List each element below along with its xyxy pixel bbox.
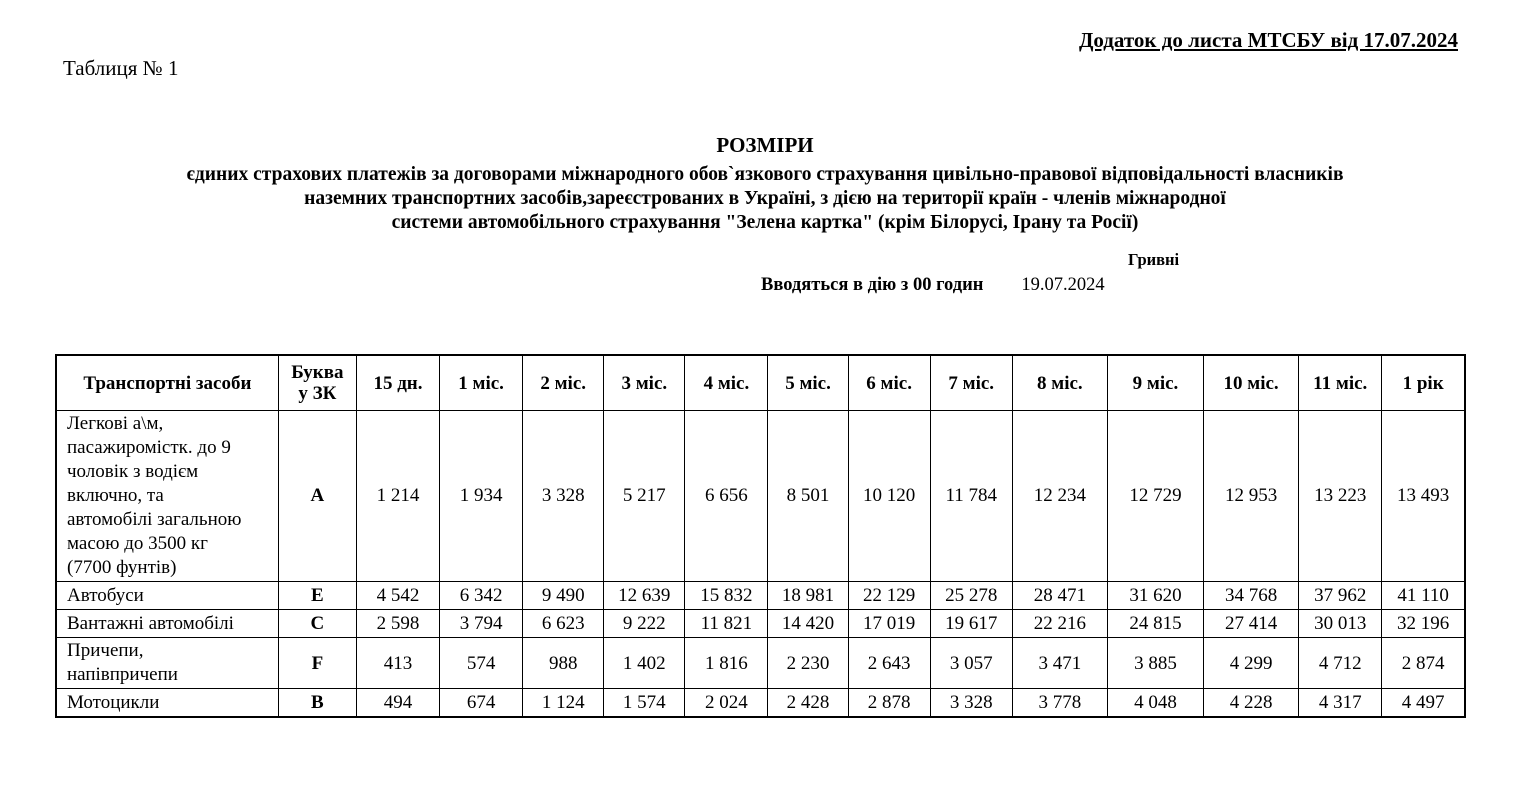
value-cell: 4 712 <box>1299 638 1382 689</box>
vehicle-line: Вантажні автомобілі <box>67 612 234 634</box>
value-cell: 9 222 <box>604 610 685 638</box>
value-cell: 674 <box>440 689 523 718</box>
vehicle-line: пасажиромістк. до 9 <box>67 437 231 458</box>
table-number: Таблиця № 1 <box>63 56 179 80</box>
value-cell: 1 124 <box>523 689 604 718</box>
value-cell: 17 019 <box>848 610 930 638</box>
value-cell: 1 214 <box>356 411 439 582</box>
header-period: 7 міс. <box>930 355 1012 411</box>
vehicle-cell <box>56 610 278 638</box>
vehicle-line: Причепи, <box>67 640 144 661</box>
value-cell: 2 878 <box>848 689 930 718</box>
header-period: 3 міс. <box>604 355 685 411</box>
table-row <box>56 582 1465 610</box>
annex-reference: Додаток до листа МТСБУ від 17.07.2024 <box>1078 28 1458 52</box>
value-cell: 3 057 <box>930 638 1012 689</box>
header-period: 10 міс. <box>1204 355 1299 411</box>
vehicle-line: включно, та <box>67 485 164 506</box>
effective-label: Вводяться в дію з 00 годин <box>761 275 984 295</box>
value-cell: 10 120 <box>848 411 930 582</box>
value-cell: 4 299 <box>1204 638 1299 689</box>
value-cell: 27 414 <box>1204 610 1299 638</box>
value-cell: 8 501 <box>768 411 848 582</box>
value-cell: 1 934 <box>440 411 523 582</box>
vehicle-cell <box>56 411 278 582</box>
header-period: 5 міс. <box>768 355 848 411</box>
letter-cell: A <box>278 411 356 582</box>
value-cell: 494 <box>356 689 439 718</box>
value-cell: 2 643 <box>848 638 930 689</box>
value-cell: 12 729 <box>1107 411 1203 582</box>
effective-date-line <box>761 275 1105 296</box>
header-period: 2 міс. <box>523 355 604 411</box>
header-period: 6 міс. <box>848 355 930 411</box>
header-period: 1 рік <box>1382 355 1465 411</box>
table-row <box>56 610 1465 638</box>
value-cell: 1 574 <box>604 689 685 718</box>
value-cell: 41 110 <box>1382 582 1465 610</box>
header-period: 11 міс. <box>1299 355 1382 411</box>
value-cell: 3 778 <box>1012 689 1107 718</box>
value-cell: 4 048 <box>1107 689 1203 718</box>
vehicle-cell <box>56 582 278 610</box>
value-cell: 988 <box>523 638 604 689</box>
document-subtitle <box>0 163 1530 235</box>
value-cell: 6 656 <box>685 411 768 582</box>
currency-note: Гривні <box>1128 250 1180 269</box>
value-cell: 4 317 <box>1299 689 1382 718</box>
value-cell: 12 639 <box>604 582 685 610</box>
value-cell: 6 623 <box>523 610 604 638</box>
letter-cell: C <box>278 610 356 638</box>
value-cell: 25 278 <box>930 582 1012 610</box>
subtitle-line: системи автомобільного страхування "Зелена картка" (крім Білорусі, Ірану та Росії) <box>391 212 1139 233</box>
value-cell: 6 342 <box>440 582 523 610</box>
value-cell: 14 420 <box>768 610 848 638</box>
insurance-rates-table <box>55 354 1466 718</box>
header-letter <box>278 355 356 411</box>
document-title: РОЗМІРИ <box>716 133 814 157</box>
effective-date: 19.07.2024 <box>1021 275 1105 295</box>
vehicle-cell <box>56 689 278 718</box>
vehicle-line: масою до 3500 кг <box>67 533 208 554</box>
vehicle-line: Легкові а\м, <box>67 413 164 434</box>
value-cell: 12 953 <box>1204 411 1299 582</box>
value-cell: 1 402 <box>604 638 685 689</box>
header-period: 8 міс. <box>1012 355 1107 411</box>
header-period: 1 міс. <box>440 355 523 411</box>
value-cell: 4 542 <box>356 582 439 610</box>
vehicle-line: Автобуси <box>67 584 144 606</box>
value-cell: 3 794 <box>440 610 523 638</box>
header-vehicle: Транспортні засоби <box>56 355 278 411</box>
value-cell: 5 217 <box>604 411 685 582</box>
value-cell: 15 832 <box>685 582 768 610</box>
header-period: 15 дн. <box>356 355 439 411</box>
header-period: 9 міс. <box>1107 355 1203 411</box>
value-cell: 32 196 <box>1382 610 1465 638</box>
value-cell: 2 598 <box>356 610 439 638</box>
vehicle-line: (7700 фунтів) <box>67 557 177 578</box>
value-cell: 34 768 <box>1204 582 1299 610</box>
subtitle-line: єдиних страхових платежів за договорами міжнародного обов`язкового страхування цивільно-правової відповідальності власників <box>186 164 1344 185</box>
value-cell: 37 962 <box>1299 582 1382 610</box>
vehicle-cell <box>56 638 278 689</box>
value-cell: 28 471 <box>1012 582 1107 610</box>
value-cell: 13 223 <box>1299 411 1382 582</box>
value-cell: 3 885 <box>1107 638 1203 689</box>
value-cell: 12 234 <box>1012 411 1107 582</box>
header-letter-line: Буква <box>291 362 344 383</box>
value-cell: 2 428 <box>768 689 848 718</box>
subtitle-line: наземних транспортних засобів,зареєстрованих в Україні, з дією на території країн - членів міжнародної <box>304 188 1226 209</box>
vehicle-line: Мотоцикли <box>67 691 160 713</box>
value-cell: 3 328 <box>523 411 604 582</box>
vehicle-line: чоловік з водієм <box>67 461 199 482</box>
header-letter-line: у ЗК <box>298 383 337 404</box>
value-cell: 2 874 <box>1382 638 1465 689</box>
value-cell: 4 228 <box>1204 689 1299 718</box>
value-cell: 2 024 <box>685 689 768 718</box>
value-cell: 3 471 <box>1012 638 1107 689</box>
value-cell: 30 013 <box>1299 610 1382 638</box>
value-cell: 3 328 <box>930 689 1012 718</box>
value-cell: 4 497 <box>1382 689 1465 718</box>
header-period: 4 міс. <box>685 355 768 411</box>
vehicle-line: напівпричепи <box>67 664 178 685</box>
letter-cell: F <box>278 638 356 689</box>
value-cell: 31 620 <box>1107 582 1203 610</box>
letter-cell: E <box>278 582 356 610</box>
value-cell: 1 816 <box>685 638 768 689</box>
value-cell: 13 493 <box>1382 411 1465 582</box>
table-row <box>56 411 1465 582</box>
value-cell: 2 230 <box>768 638 848 689</box>
value-cell: 22 129 <box>848 582 930 610</box>
value-cell: 19 617 <box>930 610 1012 638</box>
value-cell: 11 821 <box>685 610 768 638</box>
vehicle-line: автомобілі загальною <box>67 509 242 530</box>
table-header-row <box>56 355 1465 411</box>
value-cell: 574 <box>440 638 523 689</box>
value-cell: 18 981 <box>768 582 848 610</box>
value-cell: 413 <box>356 638 439 689</box>
letter-cell: B <box>278 689 356 718</box>
value-cell: 24 815 <box>1107 610 1203 638</box>
table-row <box>56 638 1465 689</box>
value-cell: 22 216 <box>1012 610 1107 638</box>
value-cell: 11 784 <box>930 411 1012 582</box>
table-row <box>56 689 1465 718</box>
value-cell: 9 490 <box>523 582 604 610</box>
